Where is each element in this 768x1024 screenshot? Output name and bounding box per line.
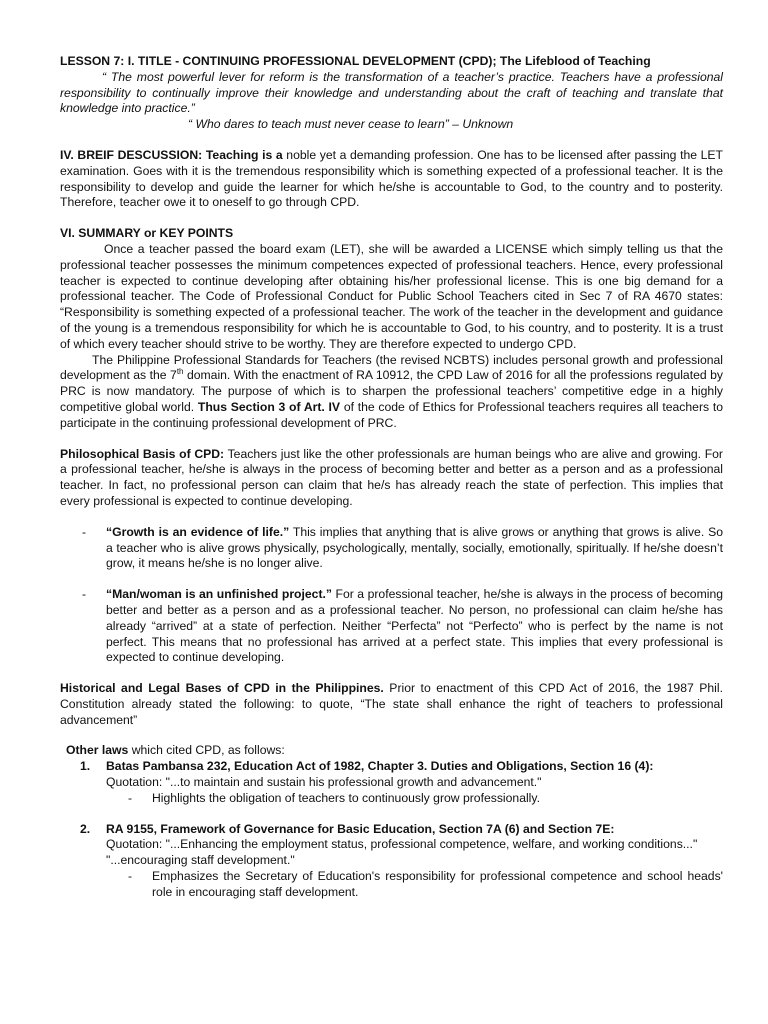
- summary-p2-part-a: The Philippine Professional Standards for Teachers (the revised NCBTS) includes personal growth and professional development as the 7: [60, 352, 723, 383]
- brief-text: noble yet a demanding profession. One has to be licensed after passing the LET examination. Goes with it is the tremendous responsibility which is something expected of a professional teacher. It is the responsibility to develop and guide the learner for which he/she is accountable to God, to the country and to posterity. Therefore, teacher owe it to oneself to go through CPD.: [60, 147, 724, 210]
- summary-heading: VI. SUMMARY or KEY POINTS: [60, 226, 234, 241]
- philosophical-text: Teachers just like the other professionals are human beings who are alive and growing. For a professional teacher, he/she is always in the process of becoming better and better as a person and as a professional teacher. In fact, no professional person can claim that he/s has already reach the state of perfection. This implies that every professional is expected to continue developing.: [60, 446, 723, 508]
- bullet-bold: “Man/woman is an unfinished project.”: [106, 587, 332, 602]
- historical-bases: [60, 681, 723, 728]
- opening-quote: “ The most powerful lever for reform is the transformation of a teacher’s practice. Teachers have a professional responsibility to continually improve their knowledge and understanding about the craft of teaching and translate that knowledge into practice.”: [60, 69, 723, 116]
- law-title: RA 9155, Framework of Governance for Basic Education, Section 7A (6) and Section 7E:: [106, 821, 615, 836]
- law-item: [80, 822, 723, 901]
- historical-text: Prior to enactment of this CPD Act of 2016, the 1987 Phil. Constitution already stated the following: to quote, “The state shall enhance the right of teachers to professional advancement”: [60, 681, 723, 727]
- law-item: [80, 759, 723, 806]
- note-text: Emphasizes the Secretary of Education's responsibility for professional competence and school heads' role in encouraging staff development.: [152, 869, 723, 899]
- other-laws-intro: [66, 743, 723, 759]
- law-quotation-2: "...encouraging staff development.": [106, 853, 295, 868]
- brief-lead: Teaching is a: [205, 147, 283, 162]
- law-note: [128, 869, 723, 901]
- law-number: 2.: [80, 821, 91, 836]
- law-quotation: Quotation: "...to maintain and sustain his professional growth and advancement.": [106, 775, 542, 790]
- bullet-text: For a professional teacher, he/she is always in the process of becoming better and better as a person and as a professional teacher. No person, no professional can claim he/she has already “arrived” at a state of perfection. Neither “Perfecta” not “Perfecto” who is perfect by the name is not perfect. This means that no professional has arrived at a perfect state. This implies that every professional is expected to continue developing.: [106, 587, 724, 665]
- bullet-dash: -: [82, 587, 87, 602]
- law-content: [106, 759, 723, 806]
- closing-quote: “ Who dares to teach must never cease to learn” – Unknown: [188, 117, 514, 132]
- brief-discussion: [60, 148, 723, 211]
- summary-p2-part-b: domain. With the enactment of RA 10912, the CPD Law of 2016 for all the professions regulated by PRC is now mandatory. The purpose of which is to sharpen the professional teachers’ competitive edge in a highly competitive global world.: [60, 368, 723, 414]
- law-title: Batas Pambansa 232, Education Act of 1982, Chapter 3. Duties and Obligations, Section 16 (4):: [106, 759, 654, 774]
- summary-paragraph-2: [60, 353, 723, 432]
- summary-paragraph-1: Once a teacher passed the board exam (LET), she will be awarded a LICENSE which simply telling us that the professional teacher possesses the minimum competences expected of professional teachers. Hence, every professional teacher is expected to continue developing after obtaining his/her professional license. This is one big demand for a professional teacher. The Code of Professional Conduct for Public School Teachers cited in Sec 7 of RA 4670 states: “Responsibility is something expected of a professional teacher. The work of the teacher in the development and guidance of the young is a tremendous responsibility for which he is accountable to God, to his country, and to posterity. It is a trust of which every teacher should strive to be worthy. They are therefore expected to undergo CPD.: [60, 241, 723, 351]
- bullet-dash: -: [82, 524, 87, 539]
- lesson-title: LESSON 7: I. TITLE - CONTINUING PROFESSIONAL DEVELOPMENT (CPD); The Lifeblood of Teaching: [60, 54, 651, 68]
- note-text: Highlights the obligation of teachers to continuously grow professionally.: [152, 790, 540, 805]
- bullet-body: [106, 587, 723, 666]
- summary-p2-bold: Thus Section 3 of Art. IV: [197, 399, 341, 414]
- brief-heading: IV. BREIF DESCUSSION:: [60, 147, 203, 162]
- historical-heading: Historical and Legal Bases of CPD in the Philippines.: [60, 681, 384, 696]
- bullet-item: [82, 525, 723, 572]
- law-note: [128, 791, 723, 807]
- bullet-body: [106, 525, 723, 572]
- other-laws-text: which cited CPD, as follows:: [128, 743, 285, 758]
- note-dash: -: [128, 790, 133, 805]
- other-laws-bold: Other laws: [66, 743, 129, 758]
- summary-p2-sup: th: [176, 367, 184, 377]
- summary-p2-part-c: of the code of Ethics for Professional teachers requires all teachers to participate in the continuing professional development of PRC.: [60, 399, 724, 430]
- law-quotation: Quotation: "...Enhancing the employment status, professional competence, welfare, and working conditions...": [106, 837, 698, 852]
- law-content: [106, 822, 723, 901]
- bullet-item: [82, 587, 723, 666]
- bullet-text: This implies that anything that is alive grows or anything that grows is alive. So a teacher who is alive grows physically, psychologically, mentally, socially, emotionally, spiritually. If he/she doesn’t grow, it means he/she is no longer alive.: [106, 524, 723, 571]
- laws-list: [80, 759, 723, 900]
- note-dash: -: [128, 869, 133, 884]
- law-number: 1.: [80, 759, 91, 774]
- philosophical-heading: Philosophical Basis of CPD:: [60, 446, 225, 461]
- bullet-bold: “Growth is an evidence of life.”: [106, 524, 290, 539]
- philosophical-basis: [60, 447, 723, 510]
